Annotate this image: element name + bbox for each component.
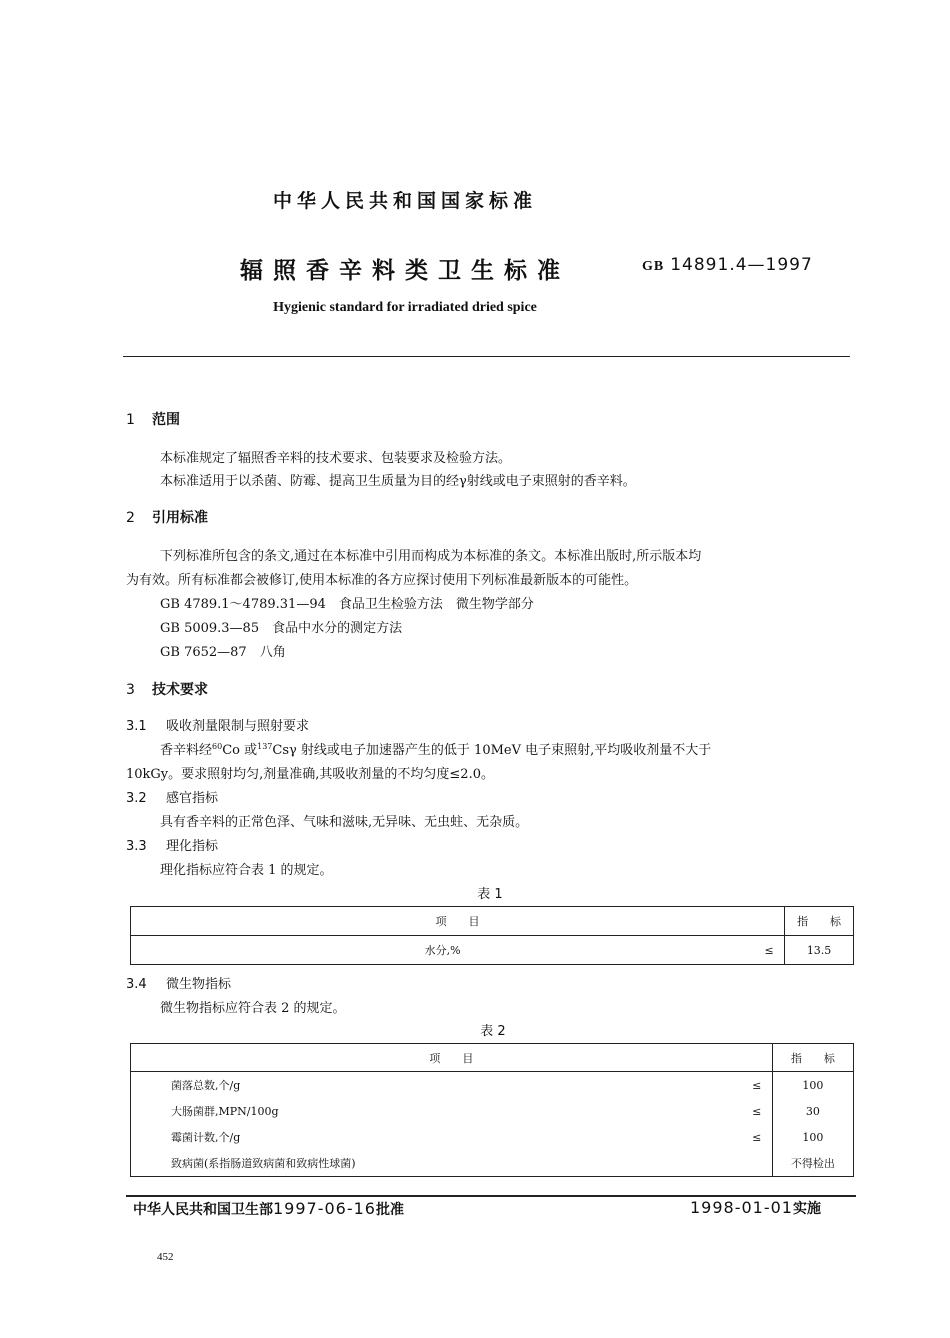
reference-standard-3: GB 7652—87 八角	[160, 645, 286, 660]
table-cell-operator: ≤	[742, 1124, 773, 1150]
table-cell-value: 100	[772, 1072, 853, 1099]
standard-code	[642, 255, 813, 275]
subsection-3-1-paragraph-line-1	[160, 739, 711, 758]
section-1-paragraph-1: 本标准规定了辐照香辛料的技术要求、包装要求及检验方法。	[160, 451, 512, 466]
table-row	[131, 1150, 854, 1177]
table-header-value: 指 标	[785, 907, 854, 936]
table-cell-item: 致病菌(系指肠道致病菌和致病性球菌)	[131, 1150, 742, 1177]
table-1-body	[131, 936, 854, 965]
approval-line	[133, 1199, 404, 1219]
section-title: 引用标准	[152, 510, 208, 526]
section-number: 3	[126, 682, 135, 698]
table-cell-value: 30	[772, 1098, 853, 1124]
table-cell-item: 霉菌计数,个/g	[131, 1124, 742, 1150]
text-fragment: 香辛料经	[160, 743, 213, 758]
subsection-title: 感官指标	[166, 791, 219, 806]
section-1-heading	[126, 409, 180, 429]
english-title: Hygienic standard for irradiated dried spice	[273, 300, 537, 315]
subsection-3-2-heading	[126, 787, 218, 806]
approval-date: 1997-06-16	[273, 1199, 376, 1218]
section-2-heading	[126, 507, 208, 527]
table-header-value: 指 标	[772, 1044, 853, 1072]
subsection-3-3-paragraph: 理化指标应符合表 1 的规定。	[160, 863, 333, 878]
effective-line	[690, 1198, 821, 1218]
issuing-authority: 中华人民共和国卫生部	[133, 1202, 273, 1218]
footer-rule	[126, 1195, 856, 1197]
standard-code-number: 14891.4—1997	[670, 255, 813, 275]
table-cell-item: 菌落总数,个/g	[131, 1072, 742, 1099]
table-row	[131, 1124, 854, 1150]
text-fragment: Csγ 射线或电子加速器产生的低于 10MeV 电子束照射,平均吸收剂量不大于	[272, 743, 712, 758]
table-header-item: 项 目	[131, 1044, 773, 1072]
table-header-row	[131, 907, 854, 936]
section-3-heading	[126, 679, 208, 699]
subsection-number: 3.3	[126, 839, 147, 854]
section-title: 技术要求	[152, 682, 208, 698]
table-header-row	[131, 1044, 854, 1072]
subsection-number: 3.2	[126, 791, 147, 806]
table-header-item: 项 目	[131, 907, 785, 936]
national-standard-heading: 中华人民共和国国家标准	[272, 190, 537, 212]
section-1-paragraph-2: 本标准适用于以杀菌、防霉、提高卫生质量为目的经γ射线或电子束照射的香辛料。	[160, 474, 636, 489]
subsection-title: 吸收剂量限制与照射要求	[166, 719, 310, 734]
reference-standard-1: GB 4789.1～4789.31—94 食品卫生检验方法 微生物学部分	[160, 597, 534, 612]
subsection-title: 微生物指标	[166, 977, 232, 992]
isotope-mass-number: 137	[257, 742, 273, 751]
standard-code-prefix: GB	[642, 259, 665, 274]
text-fragment: Co 或	[222, 743, 258, 758]
table-cell-operator: ≤	[742, 1072, 773, 1099]
subsection-title: 理化指标	[166, 839, 219, 854]
document-title: 辐照香辛料类卫生标准	[240, 258, 570, 284]
subsection-3-4-heading	[126, 973, 231, 992]
subsection-3-4-paragraph: 微生物指标应符合表 2 的规定。	[160, 1001, 346, 1016]
section-title: 范围	[152, 412, 180, 428]
table-cell-item: 水分,%	[131, 936, 755, 965]
table-cell-operator	[742, 1150, 773, 1177]
reference-standard-2: GB 5009.3—85 食品中水分的测定方法	[160, 621, 403, 636]
table-2	[130, 1043, 854, 1177]
subsection-3-1-heading	[126, 715, 309, 734]
approval-word: 批准	[375, 1202, 404, 1218]
table-2-caption: 表 2	[480, 1024, 506, 1039]
section-number: 2	[126, 510, 135, 526]
table-1	[130, 906, 854, 965]
table-cell-value: 100	[772, 1124, 853, 1150]
page-number: 452	[157, 1251, 174, 1263]
table-cell-operator: ≤	[754, 936, 785, 965]
subsection-3-1-paragraph-line-2: 10kGy。要求照射均匀,剂量准确,其吸收剂量的不均匀度≤2.0。	[126, 767, 494, 782]
section-2-paragraph-line-1: 下列标准所包含的条文,通过在本标准中引用而构成为本标准的条文。本标准出版时,所示版本均	[160, 549, 702, 564]
subsection-number: 3.4	[126, 977, 147, 992]
table-cell-item: 大肠菌群,MPN/100g	[131, 1098, 742, 1124]
isotope-mass-number: 60	[212, 742, 223, 751]
section-2-paragraph-line-2: 为有效。所有标准都会被修订,使用本标准的各方应探讨使用下列标准最新版本的可能性。	[126, 573, 638, 588]
table-row	[131, 1072, 854, 1099]
subsection-3-2-paragraph: 具有香辛料的正常色泽、气味和滋味,无异味、无虫蛀、无杂质。	[160, 815, 529, 830]
subsection-number: 3.1	[126, 719, 147, 734]
table-cell-operator: ≤	[742, 1098, 773, 1124]
effective-word: 实施	[792, 1201, 821, 1217]
table-cell-value: 不得检出	[772, 1150, 853, 1177]
section-number: 1	[126, 412, 135, 428]
table-1-caption: 表 1	[477, 887, 503, 902]
table-2-body	[131, 1072, 854, 1177]
table-row	[131, 1098, 854, 1124]
header-rule	[123, 356, 850, 357]
subsection-3-3-heading	[126, 835, 218, 854]
table-row	[131, 936, 854, 965]
table-cell-value: 13.5	[785, 936, 854, 965]
effective-date: 1998-01-01	[690, 1198, 793, 1217]
